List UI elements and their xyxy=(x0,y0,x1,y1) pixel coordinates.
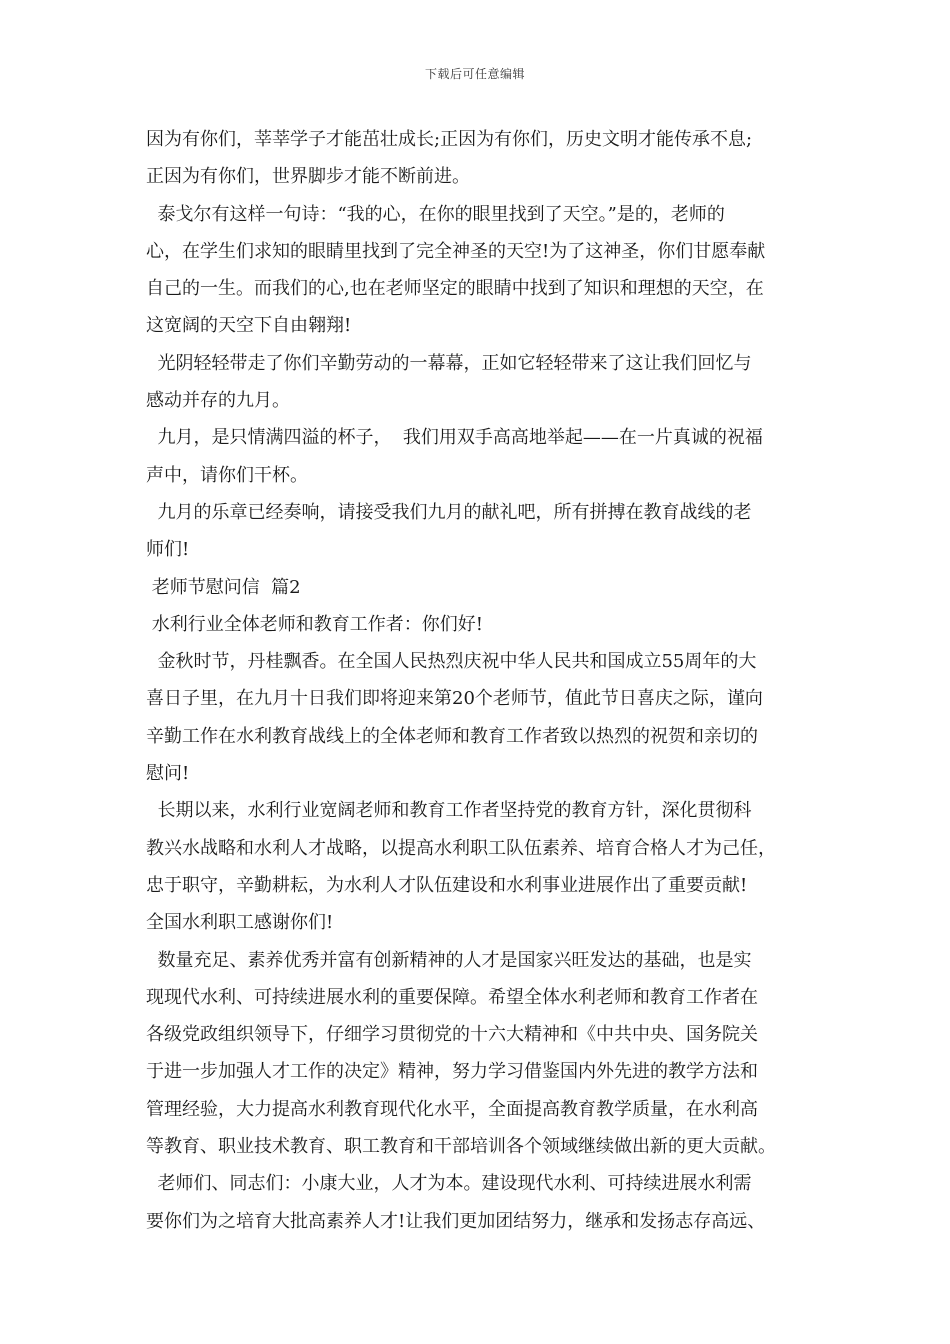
body-line: 老师们、同志们：小康大业，人才为本。建设现代水利、可持续进展水利需 xyxy=(146,1173,752,1195)
body-line: 自己的一生。而我们的心,也在老师坚定的眼睛中找到了知识和理想的天空，在 xyxy=(146,278,764,300)
body-line: 数量充足、素养优秀并富有创新精神的人才是国家兴旺发达的基础，也是实 xyxy=(146,949,752,971)
section-heading: 老师节慰问信 篇2 xyxy=(146,576,301,598)
body-line: 喜日子里，在九月十日我们即将迎来第20个老师节，值此节日喜庆之际，谨向 xyxy=(146,688,763,710)
body-line: 九月的乐章已经奏响，请接受我们九月的献礼吧，所有拼搏在教育战线的老 xyxy=(146,501,752,523)
salutation: 水利行业全体老师和教育工作者：你们好! xyxy=(146,613,483,635)
body-line: 辛勤工作在水利教育战线上的全体老师和教育工作者致以热烈的祝贺和亲切的 xyxy=(146,725,758,747)
body-line: 慰问! xyxy=(146,763,190,785)
body-line: 要你们为之培育大批高素养人才!让我们更加团结努力，继承和发扬志存高远、 xyxy=(146,1210,766,1232)
body-line: 九月，是只情满四溢的杯子， 我们用双手高高地举起——在一片真诚的祝福 xyxy=(146,427,763,449)
body-line: 心，在学生们求知的眼睛里找到了完全神圣的天空!为了这神圣，你们甘愿奉献 xyxy=(146,240,766,262)
body-line: 忠于职守，辛勤耕耘，为水利人才队伍建设和水利事业进展作出了重要贡献! xyxy=(146,874,748,896)
body-line: 因为有你们，莘莘学子才能茁壮成长;正因为有你们，历史文明才能传承不息; xyxy=(146,129,753,150)
body-line: 长期以来，水利行业宽阔老师和教育工作者坚持党的教育方针，深化贯彻科 xyxy=(146,800,752,822)
body-line: 泰戈尔有这样一句诗：“我的心，在你的眼里找到了天空。”是的，老师的 xyxy=(146,203,725,225)
body-line: 金秋时节，丹桂飘香。在全国人民热烈庆祝中华人民共和国成立55周年的大 xyxy=(146,651,757,673)
body-line: 教兴水战略和水利人才战略，以提高水利职工队伍素养、培育合格人才为己任， xyxy=(146,837,776,859)
body-line: 管理经验，大力提高水利教育现代化水平，全面提高教育教学质量，在水利高 xyxy=(146,1098,758,1120)
body-line: 师们! xyxy=(146,539,190,561)
body-line: 光阴轻轻带走了你们辛勤劳动的一幕幕，正如它轻轻带来了这让我们回忆与 xyxy=(146,352,752,374)
body-line: 正因为有你们，世界脚步才能不断前进。 xyxy=(146,166,470,188)
body-line: 声中，请你们干杯。 xyxy=(146,464,308,486)
document-body xyxy=(146,121,826,1240)
body-line: 这宽阔的天空下自由翱翔! xyxy=(146,315,352,337)
body-line: 于进一步加强人才工作的决定》精神，努力学习借鉴国内外先进的教学方法和 xyxy=(146,1061,758,1083)
body-line: 全国水利职工感谢你们! xyxy=(146,912,334,934)
body-line: 等教育、职业技术教育、职工教育和干部培训各个领域继续做出新的更大贡献。 xyxy=(146,1136,776,1158)
body-line: 感动并存的九月。 xyxy=(146,390,290,412)
body-line: 各级党政组织领导下，仔细学习贯彻党的十六大精神和《中共中央、国务院关 xyxy=(146,1024,758,1046)
page-header-note: 下载后可任意编辑 xyxy=(424,67,525,81)
body-line: 现现代水利、可持续进展水利的重要保障。希望全体水利老师和教育工作者在 xyxy=(146,986,758,1008)
